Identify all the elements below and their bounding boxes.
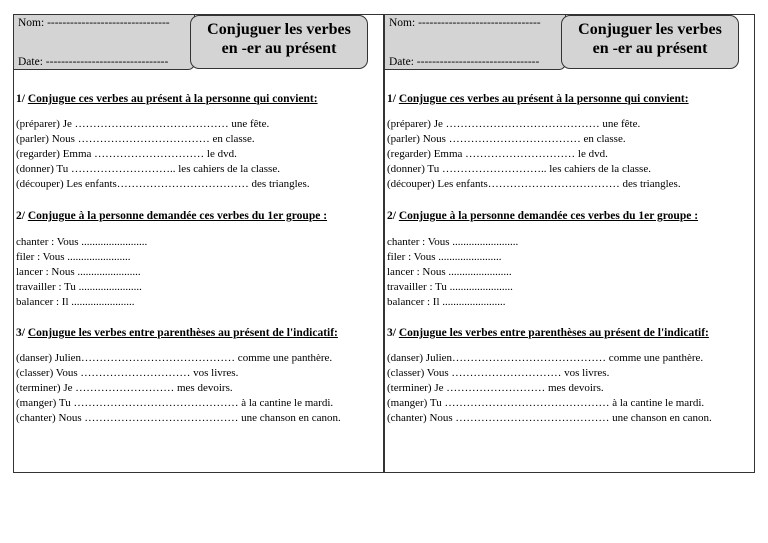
section-1-title (387, 93, 752, 105)
section-3-instruction: Conjugue les verbes entre parenthèses au présent de l'indicatif: (398, 327, 709, 339)
section-2-title (16, 210, 381, 222)
name-date-box (14, 15, 195, 70)
exercise-line: (manger) Tu ……………………………………… à la cantine le mardi. (16, 397, 334, 409)
section-2 (16, 210, 381, 310)
exercise-line: (terminer) Je ……………………… mes devoirs. (16, 382, 233, 394)
section-3 (387, 327, 752, 426)
exercise-line: travailler : Tu ....................... (387, 281, 513, 293)
exercise-line: travailler : Tu ....................... (16, 281, 142, 293)
title-line-1: Conjuguer les verbes (578, 21, 722, 38)
exercise-line: filer : Vous ....................... (16, 251, 131, 263)
section-3 (16, 327, 381, 426)
title-box (190, 15, 368, 69)
section-3-number: 3/ (387, 327, 396, 339)
exercise-line: (regarder) Emma ………………………… le dvd. (387, 148, 608, 160)
section-3-title (16, 327, 381, 339)
section-1-number: 1/ (16, 93, 25, 105)
section-1-instruction: Conjugue ces verbes au présent à la personne qui convient: (27, 93, 318, 105)
section-3-instruction: Conjugue les verbes entre parenthèses au présent de l'indicatif: (27, 327, 338, 339)
exercise-line: chanter : Vous ........................ (16, 236, 148, 248)
exercise-line: (terminer) Je ……………………… mes devoirs. (387, 382, 604, 394)
section-2-instruction: Conjugue à la personne demandée ces verbes du 1er groupe : (27, 210, 328, 222)
exercise-line: (chanter) Nous …………………………………… une chanson en canon. (387, 412, 712, 424)
section-2-instruction: Conjugue à la personne demandée ces verbes du 1er groupe : (398, 210, 699, 222)
name-field[interactable]: Nom: -------------------------------- (18, 17, 170, 29)
section-2-number: 2/ (387, 210, 396, 222)
section-2-number: 2/ (16, 210, 25, 222)
section-1 (16, 93, 381, 192)
title-line-1: Conjuguer les verbes (207, 21, 351, 38)
exercise-line: (manger) Tu ……………………………………… à la cantine le mardi. (387, 397, 705, 409)
exercise-line: (découper) Les enfants……………………………… des triangles. (16, 178, 310, 190)
exercise-line: (parler) Nous ……………………………… en classe. (16, 133, 255, 145)
exercise-line: (chanter) Nous …………………………………… une chanson en canon. (16, 412, 341, 424)
section-1-title (16, 93, 381, 105)
exercise-line: (parler) Nous ……………………………… en classe. (387, 133, 626, 145)
section-3-title (387, 327, 752, 339)
worksheet-right (384, 14, 755, 473)
title-box (561, 15, 739, 69)
exercise-line: lancer : Nous ....................... (16, 266, 141, 278)
exercise-line: lancer : Nous ....................... (387, 266, 512, 278)
exercise-line: (donner) Tu ……………………….. les cahiers de la classe. (387, 163, 651, 175)
exercise-line: (donner) Tu ……………………….. les cahiers de la classe. (16, 163, 280, 175)
section-3-number: 3/ (16, 327, 25, 339)
name-date-box (385, 15, 566, 70)
exercise-line: (classer) Vous ………………………… vos livres. (16, 367, 239, 379)
date-field[interactable]: Date: -------------------------------- (18, 56, 169, 68)
exercise-line: (classer) Vous ………………………… vos livres. (387, 367, 610, 379)
exercise-line: (préparer) Je …………………………………… une fête. (387, 118, 641, 130)
section-2-title (387, 210, 752, 222)
exercise-line: (préparer) Je …………………………………… une fête. (16, 118, 270, 130)
section-1-number: 1/ (387, 93, 396, 105)
section-1 (387, 93, 752, 192)
exercise-line: (regarder) Emma ………………………… le dvd. (16, 148, 237, 160)
section-2 (387, 210, 752, 310)
exercise-line: (danser) Julien…………………………………… comme une panthère. (16, 352, 333, 364)
exercise-line: balancer : Il ....................... (387, 296, 506, 308)
title-line-2: en -er au présent (592, 40, 708, 57)
exercise-line: filer : Vous ....................... (387, 251, 502, 263)
name-field[interactable]: Nom: -------------------------------- (389, 17, 541, 29)
exercise-line: (découper) Les enfants……………………………… des triangles. (387, 178, 681, 190)
exercise-line: (danser) Julien…………………………………… comme une panthère. (387, 352, 704, 364)
title-line-2: en -er au présent (221, 40, 337, 57)
date-field[interactable]: Date: -------------------------------- (389, 56, 540, 68)
section-1-instruction: Conjugue ces verbes au présent à la personne qui convient: (398, 93, 689, 105)
worksheet-left (13, 14, 384, 473)
exercise-line: chanter : Vous ........................ (387, 236, 519, 248)
exercise-line: balancer : Il ....................... (16, 296, 135, 308)
